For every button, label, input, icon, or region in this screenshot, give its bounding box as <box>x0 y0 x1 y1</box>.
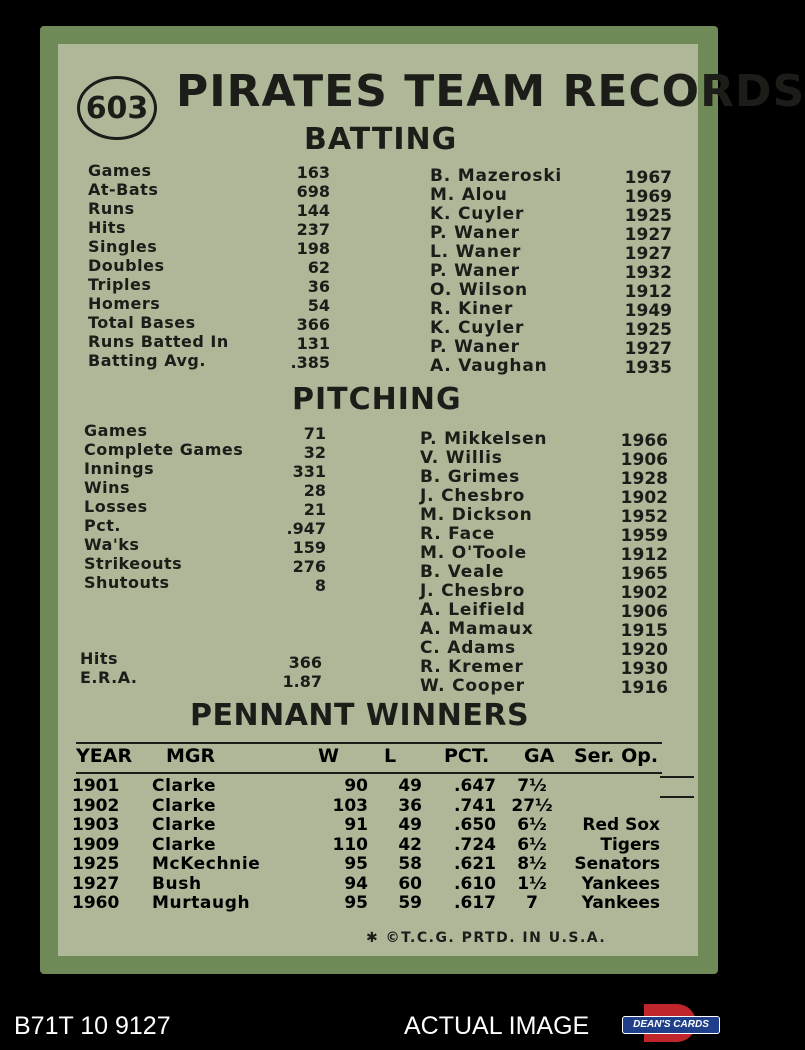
batting-stat-value: 698 <box>296 182 330 201</box>
batting-record-year: 1932 <box>624 263 672 283</box>
pennant-header-rule <box>76 772 662 774</box>
batting-stat-label: Runs <box>88 199 135 218</box>
cell-year: 1927 <box>72 873 120 894</box>
cell-w: 91 <box>344 815 368 835</box>
batting-stat-value: 62 <box>307 258 330 277</box>
pitching-stat-label: E.R.A. <box>80 668 138 687</box>
cell-mgr: Clarke <box>152 795 217 816</box>
cell-ga: 6½ <box>517 815 547 835</box>
pitching-stat-value: 276 <box>292 557 326 576</box>
pitching-record-holder: R. Kremer <box>420 657 524 677</box>
pitching-record-year: 1906 <box>620 602 668 622</box>
batting-record-holder: P. Waner <box>430 223 520 243</box>
pitching-stat-value: 331 <box>292 462 326 481</box>
pitching-stat-value: 1.87 <box>282 672 322 691</box>
pitching-record-year: 1952 <box>620 507 668 527</box>
pitching-record-year: 1965 <box>620 564 668 584</box>
pitching-stat-value: 71 <box>303 424 326 443</box>
batting-record-holder: A. Vaughan <box>430 356 548 376</box>
cell-l: 58 <box>398 854 422 874</box>
cell-op: Tigers <box>600 834 660 855</box>
pitching-stat-label: Strikeouts <box>84 554 183 573</box>
pitching-record-year: 1930 <box>620 659 668 679</box>
batting-stat-value: 237 <box>296 220 330 239</box>
batting-stat-label: Total Bases <box>88 313 196 332</box>
pitching-record-year: 1916 <box>620 678 668 698</box>
pitching-players <box>420 430 590 696</box>
pitching-record-holder: P. Mikkelsen <box>420 429 548 449</box>
pitching-record-year: 1915 <box>620 621 668 641</box>
pitching-stat-label: Games <box>84 421 148 440</box>
batting-stat-label: Hits <box>88 218 127 237</box>
batting-record-holder: K. Cuyler <box>430 318 525 338</box>
col-pct: PCT. <box>444 745 490 767</box>
table-row <box>72 776 672 796</box>
card-number-text: 603 <box>85 90 149 126</box>
cell-year: 1925 <box>72 854 120 874</box>
cell-ga: 1½ <box>517 873 547 894</box>
batting-stat-label: Triples <box>88 275 152 294</box>
pitching-record-year: 1928 <box>620 469 668 489</box>
cell-pct: .647 <box>454 776 496 796</box>
table-row <box>72 835 672 855</box>
no-opponent-dash <box>660 796 694 798</box>
cell-pct: .621 <box>454 854 496 874</box>
cell-mgr: McKechnie <box>152 854 261 874</box>
batting-record-year: 1925 <box>624 206 672 226</box>
pitching-stat-label: Complete Games <box>84 440 244 459</box>
pitching-record-holder: B. Veale <box>420 562 505 582</box>
pitching-extra-values <box>250 653 322 691</box>
batting-record-holder: P. Waner <box>430 337 520 357</box>
pitching-stat-label: Pct. <box>84 516 121 535</box>
batting-record-year: 1927 <box>624 225 672 245</box>
deans-cards-logo[interactable] <box>622 1004 720 1042</box>
pitching-years <box>596 432 668 698</box>
pitching-labels <box>84 421 264 592</box>
pitching-record-holder: C. Adams <box>420 638 516 658</box>
col-w: W <box>318 745 339 767</box>
table-row <box>72 874 672 894</box>
batting-stat-label: Singles <box>88 237 158 256</box>
pitching-record-year: 1902 <box>620 488 668 508</box>
pitching-extra-labels <box>80 649 260 687</box>
pitching-stat-label: Hits <box>80 649 119 668</box>
pitching-stat-label: Shutouts <box>84 573 170 592</box>
table-row <box>72 893 672 913</box>
card-number <box>77 76 157 140</box>
pitching-stat-label: Wa'ks <box>84 535 140 554</box>
pitching-stat-value: 159 <box>292 538 326 557</box>
batting-stat-label: Homers <box>88 294 161 313</box>
batting-stat-value: 366 <box>296 315 330 334</box>
pitching-record-holder: R. Face <box>420 524 496 544</box>
col-ga: GA <box>524 745 555 767</box>
batting-players <box>430 167 590 376</box>
pennant-rows <box>72 776 672 913</box>
cell-mgr: Murtaugh <box>152 893 251 913</box>
pennant-header <box>76 745 662 773</box>
cell-pct: .650 <box>454 815 496 835</box>
no-opponent-dash <box>660 776 694 778</box>
batting-stat-value: .385 <box>290 353 330 372</box>
batting-record-year: 1969 <box>624 187 672 207</box>
cell-w: 94 <box>344 873 368 894</box>
col-mgr: MGR <box>166 745 216 767</box>
pitching-record-holder: A. Mamaux <box>420 619 534 639</box>
pitching-record-year: 1902 <box>620 583 668 603</box>
cell-ga: 6½ <box>517 834 547 855</box>
batting-record-year: 1949 <box>624 301 672 321</box>
cell-op: Senators <box>574 854 660 874</box>
pitching-stat-label: Wins <box>84 478 131 497</box>
pitching-record-holder: J. Chesbro <box>420 486 526 506</box>
cell-op: Yankees <box>581 893 660 913</box>
batting-heading: BATTING <box>304 122 458 157</box>
batting-stat-value: 131 <box>296 334 330 353</box>
table-row <box>72 854 672 874</box>
batting-record-year: 1967 <box>624 168 672 188</box>
batting-stat-value: 163 <box>296 163 330 182</box>
cell-year: 1909 <box>72 834 120 855</box>
pitching-stat-label: Innings <box>84 459 155 478</box>
batting-stat-label: Doubles <box>88 256 165 275</box>
batting-values <box>260 163 330 372</box>
batting-record-year: 1927 <box>624 244 672 264</box>
cell-w: 90 <box>344 776 368 796</box>
cell-year: 1902 <box>72 795 120 816</box>
cell-op: Red Sox <box>582 815 660 835</box>
cell-ga: 7½ <box>517 776 547 796</box>
batting-stat-label: Batting Avg. <box>88 351 206 370</box>
cell-year: 1903 <box>72 815 120 835</box>
pitching-record-year: 1959 <box>620 526 668 546</box>
batting-record-year: 1912 <box>624 282 672 302</box>
pennant-heading: PENNANT WINNERS <box>190 698 530 733</box>
cell-l: 49 <box>398 776 422 796</box>
pitching-record-holder: V. Willis <box>420 448 503 468</box>
batting-record-holder: P. Waner <box>430 261 520 281</box>
footer-bar <box>0 990 731 1050</box>
batting-record-holder: M. Alou <box>430 185 508 205</box>
pitching-record-holder: J. Chesbro <box>420 581 526 601</box>
card-title: PIRATES TEAM RECORDS <box>176 66 805 117</box>
pitching-record-year: 1906 <box>620 450 668 470</box>
batting-labels <box>88 161 268 370</box>
batting-record-holder: R. Kiner <box>430 299 514 319</box>
table-row <box>72 796 672 816</box>
col-year: YEAR <box>76 745 133 767</box>
batting-stat-value: 54 <box>307 296 330 315</box>
pennant-top-rule <box>76 742 662 744</box>
table-row <box>72 815 672 835</box>
cell-mgr: Clarke <box>152 815 217 835</box>
pitching-stat-value: 28 <box>303 481 326 500</box>
batting-stat-value: 144 <box>296 201 330 220</box>
footer-actual-image: ACTUAL IMAGE <box>404 1012 590 1040</box>
footer-sku: B71T 10 9127 <box>14 1012 171 1040</box>
cell-pct: .724 <box>454 834 496 855</box>
batting-record-year: 1927 <box>624 339 672 359</box>
batting-record-holder: B. Mazeroski <box>430 166 563 186</box>
cell-year: 1960 <box>72 893 120 913</box>
batting-stat-value: 36 <box>307 277 330 296</box>
cell-l: 49 <box>398 815 422 835</box>
pitching-stat-value: 366 <box>288 653 322 672</box>
pitching-record-holder: W. Cooper <box>420 676 525 696</box>
cell-ga: 27½ <box>511 795 553 816</box>
cell-ga: 7 <box>526 893 538 913</box>
pitching-stat-value: 21 <box>303 500 326 519</box>
cell-mgr: Clarke <box>152 776 217 796</box>
cell-w: 95 <box>344 854 368 874</box>
col-op: Ser. Op. <box>574 745 659 767</box>
cell-w: 110 <box>332 834 368 855</box>
batting-record-holder: K. Cuyler <box>430 204 525 224</box>
pitching-stat-value: .947 <box>286 519 326 538</box>
pitching-record-holder: M. O'Toole <box>420 543 528 563</box>
pitching-record-holder: A. Leifield <box>420 600 526 620</box>
cell-w: 95 <box>344 893 368 913</box>
pitching-stat-value: 32 <box>303 443 326 462</box>
batting-record-year: 1935 <box>624 358 672 378</box>
cell-l: 60 <box>398 873 422 894</box>
pitching-stat-value: 8 <box>314 576 326 595</box>
pitching-record-year: 1966 <box>620 431 668 451</box>
cell-ga: 8½ <box>517 854 547 874</box>
cell-pct: .741 <box>454 795 496 816</box>
cell-op: Yankees <box>581 873 660 894</box>
cell-pct: .617 <box>454 893 496 913</box>
cell-l: 42 <box>398 834 422 855</box>
batting-record-year: 1925 <box>624 320 672 340</box>
batting-record-holder: L. Waner <box>430 242 522 262</box>
cell-w: 103 <box>332 795 368 816</box>
batting-stat-value: 198 <box>296 239 330 258</box>
pitching-record-holder: B. Grimes <box>420 467 521 487</box>
logo-banner: DEAN'S CARDS <box>622 1016 720 1034</box>
batting-stat-label: At-Bats <box>88 180 159 199</box>
cell-mgr: Clarke <box>152 834 217 855</box>
copyright-line: ✱ ©T.C.G. PRTD. IN U.S.A. <box>366 930 607 946</box>
pitching-stat-label: Losses <box>84 497 148 516</box>
cell-pct: .610 <box>454 873 496 894</box>
pitching-heading: PITCHING <box>292 382 462 417</box>
pitching-record-year: 1920 <box>620 640 668 660</box>
pitching-values <box>254 424 326 595</box>
cell-l: 36 <box>398 795 422 816</box>
cell-year: 1901 <box>72 776 120 796</box>
cell-mgr: Bush <box>152 873 202 894</box>
batting-years <box>600 169 672 378</box>
pitching-record-year: 1912 <box>620 545 668 565</box>
pitching-record-holder: M. Dickson <box>420 505 533 525</box>
cell-l: 59 <box>398 893 422 913</box>
batting-record-holder: O. Wilson <box>430 280 528 300</box>
batting-stat-label: Runs Batted In <box>88 332 229 351</box>
col-l: L <box>384 745 397 767</box>
batting-stat-label: Games <box>88 161 152 180</box>
